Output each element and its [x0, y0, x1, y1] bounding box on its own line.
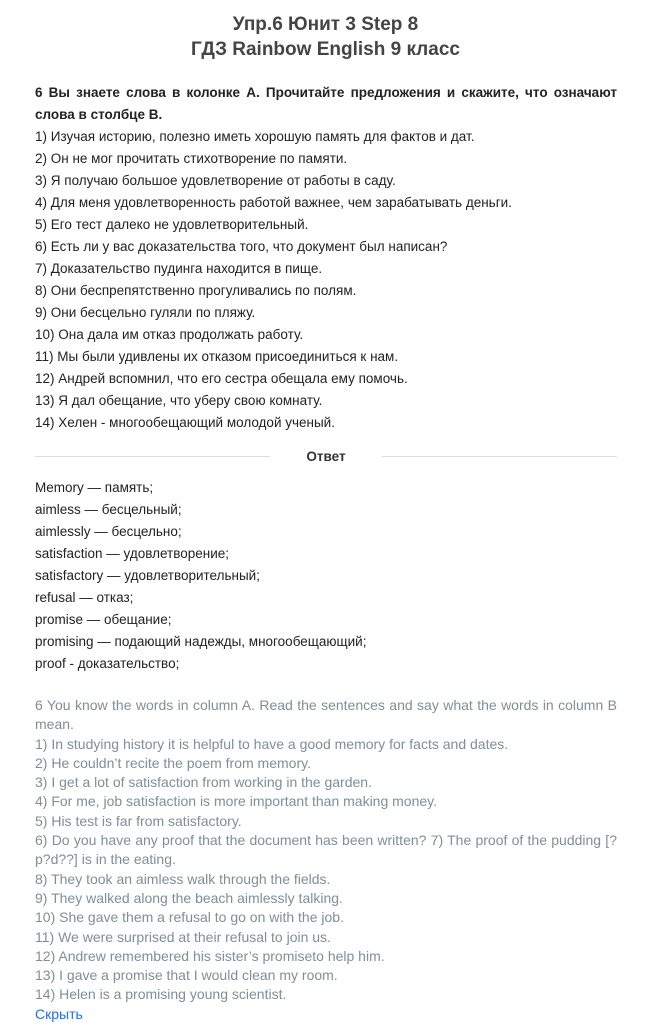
task-sentence: 13) Я дал обещание, что уберу свою комнату.	[35, 393, 323, 408]
answer-item: Memory — память;	[35, 480, 154, 495]
english-sentence: 2) He couldn’t recite the poem from memory.	[35, 754, 311, 771]
english-sentence: 12) Andrew remembered his sister’s promiseto help him.	[35, 947, 385, 964]
english-sentence: 1) In studying history it is helpful to have a good memory for facts and dates.	[35, 735, 509, 752]
answer-item: refusal — отказ;	[35, 590, 134, 605]
answer-item: promise — обещание;	[35, 612, 172, 627]
task-sentence: 8) Они беспрепятственно прогуливались по полям.	[35, 283, 357, 298]
task-sentence: 3) Я получаю большое удовлетворение от работы в саду.	[35, 173, 396, 188]
english-sentence: 10) She gave them a refusal to go on with the job.	[35, 909, 344, 926]
english-translation-block	[35, 696, 617, 1024]
english-sentence: 11) We were surprised at their refusal to join us.	[35, 928, 331, 945]
title-line-1: Упр.6 Юнит 3 Step 8	[232, 14, 419, 35]
task-sentence: 1) Изучая историю, полезно иметь хорошую память для фактов и дат.	[35, 129, 475, 144]
answer-label: Ответ	[306, 449, 346, 464]
task-sentence: 12) Андрей вспомнил, что его сестра обещала ему помочь.	[35, 371, 408, 386]
answer-item: proof - доказательство;	[35, 656, 180, 671]
task-sentence: 2) Он не мог прочитать стихотворение по памяти.	[35, 151, 348, 166]
task-sentence: 9) Они бесцельно гуляли по пляжу.	[35, 305, 256, 320]
answer-item: promising — подающий надежды, многообещающий;	[35, 634, 367, 649]
task-sentence: 6) Есть ли у вас доказательства того, что документ был написан?	[35, 239, 448, 254]
answer-item: satisfactory — удовлетворительный;	[35, 568, 260, 583]
english-sentence: 9) They walked along the beach aimlessly talking.	[35, 889, 343, 906]
hide-translation-link[interactable]: Скрыть	[35, 1005, 83, 1022]
task-heading: 6 Вы знаете слова в колонке А. Прочитайте предложения и скажите, что означают слова в столбце В.	[35, 85, 617, 122]
english-sentence: 4) For me, job satisfaction is more important than making money.	[35, 793, 438, 810]
english-sentence: 3) I get a lot of satisfaction from working in the garden.	[35, 774, 372, 791]
english-sentence: 6) Do you have any proof that the document has been written? 7) The proof of the pudding [?p?d??] is in the eating.	[35, 832, 617, 868]
answer-block	[35, 477, 617, 675]
task-sentence: 14) Хелен - многообещающий молодой ученый.	[35, 415, 335, 430]
task-sentence: 4) Для меня удовлетворенность работой важнее, чем зарабатывать деньги.	[35, 195, 512, 210]
task-sentence: 10) Она дала им отказ продолжать работу.	[35, 327, 304, 342]
answer-item: aimlessly — бесцельно;	[35, 524, 182, 539]
answer-item: aimless — бесцельный;	[35, 502, 182, 517]
task-sentence: 7) Доказательство пудинга находится в пище.	[35, 261, 323, 276]
english-sentence: 13) I gave a promise that I would clean my room.	[35, 967, 338, 984]
answer-divider	[35, 446, 617, 468]
divider-line-right	[382, 456, 617, 457]
task-block	[35, 82, 617, 434]
english-heading: 6 You know the words in column A. Read the sentences and say what the words in column B mean.	[35, 697, 617, 733]
english-sentence: 8) They took an aimless walk through the fields.	[35, 870, 331, 887]
answer-item: satisfaction — удовлетворение;	[35, 546, 230, 561]
title-line-2: ГДЗ Rainbow English 9 класс	[191, 39, 460, 60]
english-sentence: 14) Helen is a promising young scientist.	[35, 986, 287, 1003]
english-sentence: 5) His test is far from satisfactory.	[35, 812, 242, 829]
task-sentence: 11) Мы были удивлены их отказом присоединиться к нам.	[35, 349, 399, 364]
task-sentence: 5) Его тест далеко не удовлетворительный.	[35, 217, 309, 232]
